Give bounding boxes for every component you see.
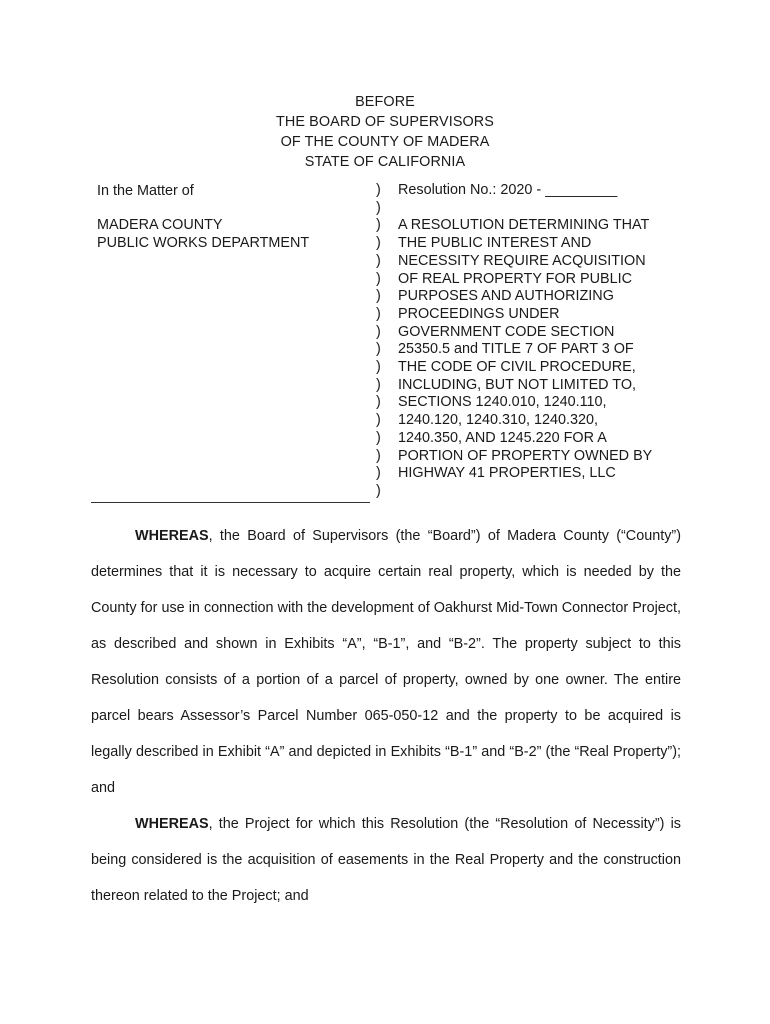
caption-parenthesis: ): [376, 429, 381, 446]
resolution-title-line: PURPOSES AND AUTHORIZING: [398, 288, 614, 305]
matter-label: In the Matter of: [97, 183, 194, 199]
paragraph-text: , the Project for which this Resolution (the “Resolution of Necessity”) is being considered is the acquisition of easements in the Real Property and the construction thereon related to the Project; and: [91, 816, 681, 904]
caption-divider-line: [91, 502, 370, 503]
caption-parenthesis: ): [376, 252, 381, 269]
resolution-title-line: GOVERNMENT CODE SECTION: [398, 323, 615, 340]
caption-parenthesis: ): [376, 465, 381, 482]
resolution-title-line: THE CODE OF CIVIL PROCEDURE,: [398, 359, 636, 376]
caption-parenthesis: ): [376, 359, 381, 376]
resolution-title-line: PROCEEDINGS UNDER: [398, 305, 560, 322]
resolution-title-line: INCLUDING, BUT NOT LIMITED TO,: [398, 376, 637, 393]
whereas-paragraph-1: [91, 518, 681, 806]
party-line-1: MADERA COUNTY: [97, 217, 223, 233]
whereas-lead: WHEREAS: [135, 816, 209, 832]
resolution-title-line: PORTION OF PROPERTY OWNED BY: [398, 447, 653, 464]
caption-parenthesis: ): [376, 288, 381, 305]
resolution-title-line: THE PUBLIC INTEREST AND: [398, 235, 592, 252]
resolution-title-line: 25350.5 and TITLE 7 OF PART 3 OF: [398, 341, 634, 358]
caption-parenthesis: ): [376, 447, 381, 464]
caption-parenthesis: ): [376, 394, 381, 411]
caption-resolution: [398, 182, 652, 483]
party-line-2: PUBLIC WORKS DEPARTMENT: [97, 235, 310, 251]
header-line-board: THE BOARD OF SUPERVISORS: [275, 114, 495, 130]
whereas-paragraph-2: [91, 806, 681, 914]
resolution-title-line: 1240.350, AND 1245.220 FOR A: [398, 429, 607, 446]
caption-parenthesis: ): [376, 182, 381, 198]
caption-parenthesis: ): [376, 199, 381, 216]
caption-parenthesis: ): [376, 482, 381, 499]
caption-parties: [97, 182, 309, 252]
header-line-county: OF THE COUNTY OF MADERA: [280, 134, 490, 150]
resolution-body: [91, 518, 681, 914]
header-line-before: BEFORE: [355, 94, 415, 110]
caption-parenthesis: ): [376, 412, 381, 429]
resolution-number: Resolution No.: 2020 - _________: [398, 182, 618, 198]
caption-parenthesis: ): [376, 376, 381, 393]
resolution-title-line: OF REAL PROPERTY FOR PUBLIC: [398, 270, 633, 287]
whereas-lead: WHEREAS: [135, 528, 209, 544]
header-line-state: STATE OF CALIFORNIA: [304, 154, 466, 170]
caption-parenthesis: ): [376, 217, 381, 234]
resolution-title-line: NECESSITY REQUIRE ACQUISITION: [398, 252, 646, 269]
caption-parenthesis: ): [376, 235, 381, 252]
caption-parenthesis-column: [376, 182, 381, 501]
resolution-title-line: HIGHWAY 41 PROPERTIES, LLC: [398, 465, 616, 482]
resolution-title: [398, 217, 652, 483]
resolution-title-line: SECTIONS 1240.010, 1240.110,: [398, 394, 607, 411]
caption-parenthesis: ): [376, 323, 381, 340]
caption-parenthesis: ): [376, 305, 381, 322]
caption-parenthesis: ): [376, 270, 381, 287]
paragraph-text: , the Board of Supervisors (the “Board”) of Madera County (“County”) determines that it is necessary to acquire certain real property, which is needed by the County for use in connection with the development of Oakhurst Mid-Town Connector Project, as described and shown in Exhibits “A”, “B-1”, and “B-2”. The property subject to this Resolution consists of a portion of a parcel of property, owned by one owner. The entire parcel bears Assessor’s Parcel Number 065-050-12 and the property to be acquired is legally described in Exhibit “A” and depicted in Exhibits “B-1” and “B-2” (the “Real Property”); and: [91, 528, 681, 796]
document-header: [0, 92, 770, 172]
resolution-title-line: A RESOLUTION DETERMINING THAT: [398, 217, 650, 234]
caption-parenthesis: ): [376, 341, 381, 358]
resolution-title-line: 1240.120, 1240.310, 1240.320,: [398, 412, 599, 429]
